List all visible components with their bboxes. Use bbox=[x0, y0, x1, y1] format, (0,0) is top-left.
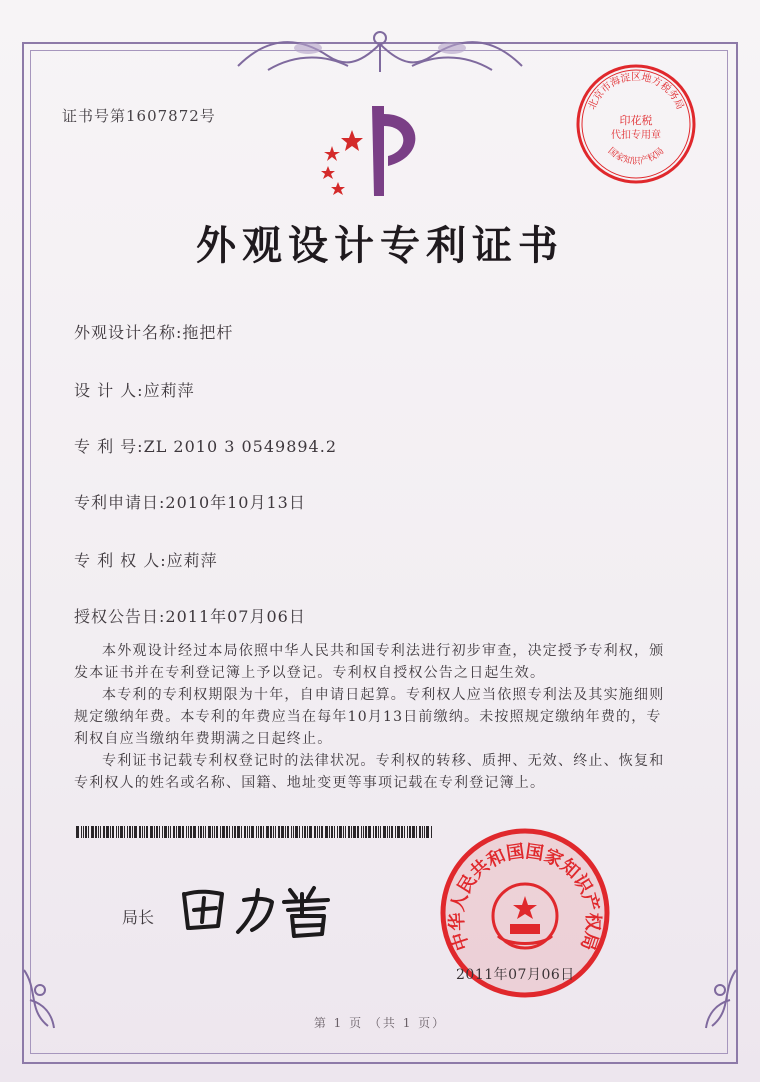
barcode-bar bbox=[226, 826, 228, 838]
barcode-bar bbox=[431, 826, 432, 838]
barcode-bar bbox=[422, 826, 423, 838]
barcode-bar bbox=[331, 826, 333, 838]
barcode-bar bbox=[375, 826, 377, 838]
barcode-bar bbox=[129, 826, 131, 838]
barcode-bar bbox=[88, 826, 89, 838]
barcode-bar bbox=[412, 826, 415, 838]
barcode-bar bbox=[200, 826, 202, 838]
barcode-bar bbox=[263, 826, 264, 838]
barcode-bar bbox=[256, 826, 257, 838]
barcode-bar bbox=[176, 826, 177, 838]
barcode-bar bbox=[159, 826, 160, 838]
barcode-bar bbox=[241, 826, 242, 838]
barcode-bar bbox=[244, 826, 246, 838]
barcode-bar bbox=[247, 826, 248, 838]
barcode-bar bbox=[258, 826, 259, 838]
barcode-bar bbox=[170, 826, 171, 838]
barcode-bar bbox=[348, 826, 350, 838]
body-paragraph: 本专利的专利权期限为十年，自申请日起算。专利权人应当依照专利法及其实施细则规定缴纳年费。本专利的年费应当在每年10月13日前缴纳。未按照规定缴纳年费的，专利权自应当缴纳年费期满之日起终止。 bbox=[74, 687, 665, 747]
barcode-bar bbox=[144, 826, 145, 838]
barcode-bar bbox=[173, 826, 175, 838]
barcode-bar bbox=[139, 826, 141, 838]
barcode-bar bbox=[317, 826, 318, 838]
top-scroll-ornament bbox=[228, 26, 532, 78]
barcode-bar bbox=[203, 826, 204, 838]
barcode-bar bbox=[293, 826, 294, 838]
barcode-bar bbox=[249, 826, 250, 838]
director-title: 局长 bbox=[122, 908, 155, 927]
barcode-bar bbox=[345, 826, 346, 838]
barcode-bar bbox=[212, 826, 213, 838]
barcode-bar bbox=[319, 826, 320, 838]
barcode-bar bbox=[295, 826, 298, 838]
barcode-bar bbox=[182, 826, 184, 838]
field-label: 外观设计名称: bbox=[74, 323, 183, 342]
barcode-bar bbox=[329, 826, 330, 838]
barcode-bar bbox=[208, 826, 211, 838]
barcode-bar bbox=[351, 826, 352, 838]
field-value: 应莉萍 bbox=[166, 551, 218, 570]
page-number: 第 1 页 （共 1 页） bbox=[313, 1016, 447, 1030]
certificate-number: 证书号第1607872号 bbox=[62, 107, 216, 125]
barcode-bar bbox=[98, 826, 99, 838]
barcode-bar bbox=[118, 826, 119, 838]
field-label: 授权公告日: bbox=[74, 607, 166, 626]
barcode-bar bbox=[162, 826, 163, 838]
field-value: ZL 2010 3 0549894.2 bbox=[143, 437, 337, 456]
barcode-bar bbox=[395, 826, 396, 838]
barcode-bar bbox=[116, 826, 117, 838]
tax-stamp-center-line1: 印花税 bbox=[619, 114, 653, 127]
barcode-bar bbox=[266, 826, 269, 838]
barcode-bar bbox=[337, 826, 338, 838]
barcode-bar bbox=[273, 826, 274, 838]
patent-office-emblem bbox=[304, 100, 432, 200]
field-designer bbox=[74, 378, 195, 401]
barcode-bar bbox=[220, 826, 221, 838]
certificate-body bbox=[74, 640, 668, 794]
barcode-bar bbox=[142, 826, 143, 838]
barcode-bar bbox=[81, 826, 82, 838]
field-value: 2010年10月13日 bbox=[165, 493, 306, 512]
barcode-bar bbox=[270, 826, 272, 838]
barcode-bar bbox=[76, 826, 79, 838]
barcode-bar bbox=[383, 826, 386, 838]
seal-date: 2011年07月06日 bbox=[456, 967, 575, 983]
barcode-bar bbox=[205, 826, 206, 838]
barcode-bar bbox=[363, 826, 364, 838]
barcode-bar bbox=[380, 826, 381, 838]
barcode-bar bbox=[309, 826, 312, 838]
field-label: 专 利 权 人: bbox=[74, 551, 167, 570]
barcode-bar bbox=[216, 826, 218, 838]
barcode-bar bbox=[368, 826, 371, 838]
certificate-title: 外观设计专利证书 bbox=[196, 223, 564, 269]
field-design-name bbox=[74, 320, 233, 343]
barcode-bar bbox=[186, 826, 187, 838]
barcode-bar bbox=[188, 826, 189, 838]
barcode-bar bbox=[214, 826, 215, 838]
barcode-bar bbox=[416, 826, 417, 838]
barcode-bar bbox=[134, 826, 137, 838]
barcode-bar bbox=[95, 826, 97, 838]
barcode-bar bbox=[124, 826, 125, 838]
barcode-bar bbox=[365, 826, 367, 838]
tax-stamp-outer-text: 北京市海淀区地方税务局 bbox=[586, 72, 686, 112]
barcode-bar bbox=[154, 826, 155, 838]
barcode-bar bbox=[234, 826, 236, 838]
field-label: 专 利 号: bbox=[74, 437, 144, 456]
barcode-bar bbox=[164, 826, 167, 838]
barcode-bar bbox=[132, 826, 133, 838]
barcode-bar bbox=[401, 826, 403, 838]
barcode-bar bbox=[120, 826, 123, 838]
barcode-bar bbox=[127, 826, 128, 838]
barcode-bar bbox=[378, 826, 379, 838]
barcode-bar bbox=[193, 826, 196, 838]
body-paragraph: 专利证书记载专利权登记时的法律状况。专利权的转移、质押、无效、终止、恢复和专利权人的姓名或名称、国籍、地址变更等事项记载在专利登记簿上。 bbox=[74, 753, 665, 791]
body-paragraph: 本外观设计经过本局依照中华人民共和国专利法进行初步审查，决定授予专利权，颁发本证书并在专利登记簿上予以登记。专利权自授权公告之日起生效。 bbox=[74, 643, 665, 681]
barcode bbox=[76, 826, 434, 838]
barcode-bar bbox=[424, 826, 425, 838]
barcode-bar bbox=[314, 826, 316, 838]
barcode-bar bbox=[387, 826, 388, 838]
barcode-bar bbox=[260, 826, 262, 838]
barcode-bar bbox=[304, 826, 306, 838]
barcode-bar bbox=[110, 826, 111, 838]
barcode-bar bbox=[302, 826, 303, 838]
barcode-bar bbox=[150, 826, 153, 838]
barcode-bar bbox=[334, 826, 335, 838]
barcode-bar bbox=[419, 826, 421, 838]
barcode-bar bbox=[198, 826, 199, 838]
tax-stamp-bottom-text: 国家知识产权局 bbox=[605, 146, 667, 167]
field-application-date bbox=[74, 490, 306, 513]
field-patentee bbox=[74, 548, 218, 571]
field-patent-number bbox=[74, 434, 337, 457]
field-grant-date bbox=[74, 604, 306, 627]
barcode-bar bbox=[426, 826, 429, 838]
field-value: 2011年07月06日 bbox=[165, 607, 306, 626]
field-value: 拖把杆 bbox=[182, 323, 234, 342]
barcode-bar bbox=[357, 826, 359, 838]
barcode-bar bbox=[407, 826, 408, 838]
barcode-bar bbox=[106, 826, 109, 838]
official-seal-text: 中华人民共和国国家知识产权局 bbox=[446, 841, 604, 953]
barcode-bar bbox=[237, 826, 240, 838]
tax-stamp-center-line2: 代扣专用章 bbox=[611, 130, 661, 141]
barcode-bar bbox=[389, 826, 390, 838]
barcode-bar bbox=[278, 826, 280, 838]
barcode-bar bbox=[229, 826, 230, 838]
barcode-bar bbox=[409, 826, 411, 838]
barcode-bar bbox=[307, 826, 308, 838]
field-value: 应莉萍 bbox=[143, 381, 195, 400]
field-label: 设 计 人: bbox=[74, 381, 144, 400]
barcode-bar bbox=[178, 826, 181, 838]
barcode-bar bbox=[325, 826, 328, 838]
barcode-bar bbox=[83, 826, 84, 838]
barcode-bar bbox=[168, 826, 169, 838]
barcode-bar bbox=[156, 826, 158, 838]
barcode-bar bbox=[299, 826, 300, 838]
director-signature bbox=[178, 880, 348, 940]
barcode-bar bbox=[287, 826, 289, 838]
barcode-bar bbox=[281, 826, 284, 838]
barcode-bar bbox=[112, 826, 114, 838]
barcode-bar bbox=[321, 826, 323, 838]
barcode-bar bbox=[404, 826, 405, 838]
barcode-bar bbox=[275, 826, 276, 838]
barcode-bar bbox=[353, 826, 356, 838]
barcode-bar bbox=[222, 826, 225, 838]
barcode-bar bbox=[339, 826, 342, 838]
barcode-bar bbox=[146, 826, 148, 838]
tax-stamp-seal bbox=[572, 60, 700, 188]
barcode-bar bbox=[373, 826, 374, 838]
barcode-bar bbox=[343, 826, 344, 838]
barcode-bar bbox=[232, 826, 233, 838]
barcode-bar bbox=[100, 826, 101, 838]
barcode-bar bbox=[291, 826, 292, 838]
barcode-bar bbox=[103, 826, 105, 838]
barcode-bar bbox=[91, 826, 94, 838]
barcode-bar bbox=[391, 826, 393, 838]
barcode-bar bbox=[285, 826, 286, 838]
barcode-bar bbox=[361, 826, 362, 838]
barcode-bar bbox=[85, 826, 87, 838]
barcode-bar bbox=[397, 826, 400, 838]
field-label: 专利申请日: bbox=[74, 493, 166, 512]
barcode-bar bbox=[190, 826, 192, 838]
barcode-bar bbox=[251, 826, 254, 838]
